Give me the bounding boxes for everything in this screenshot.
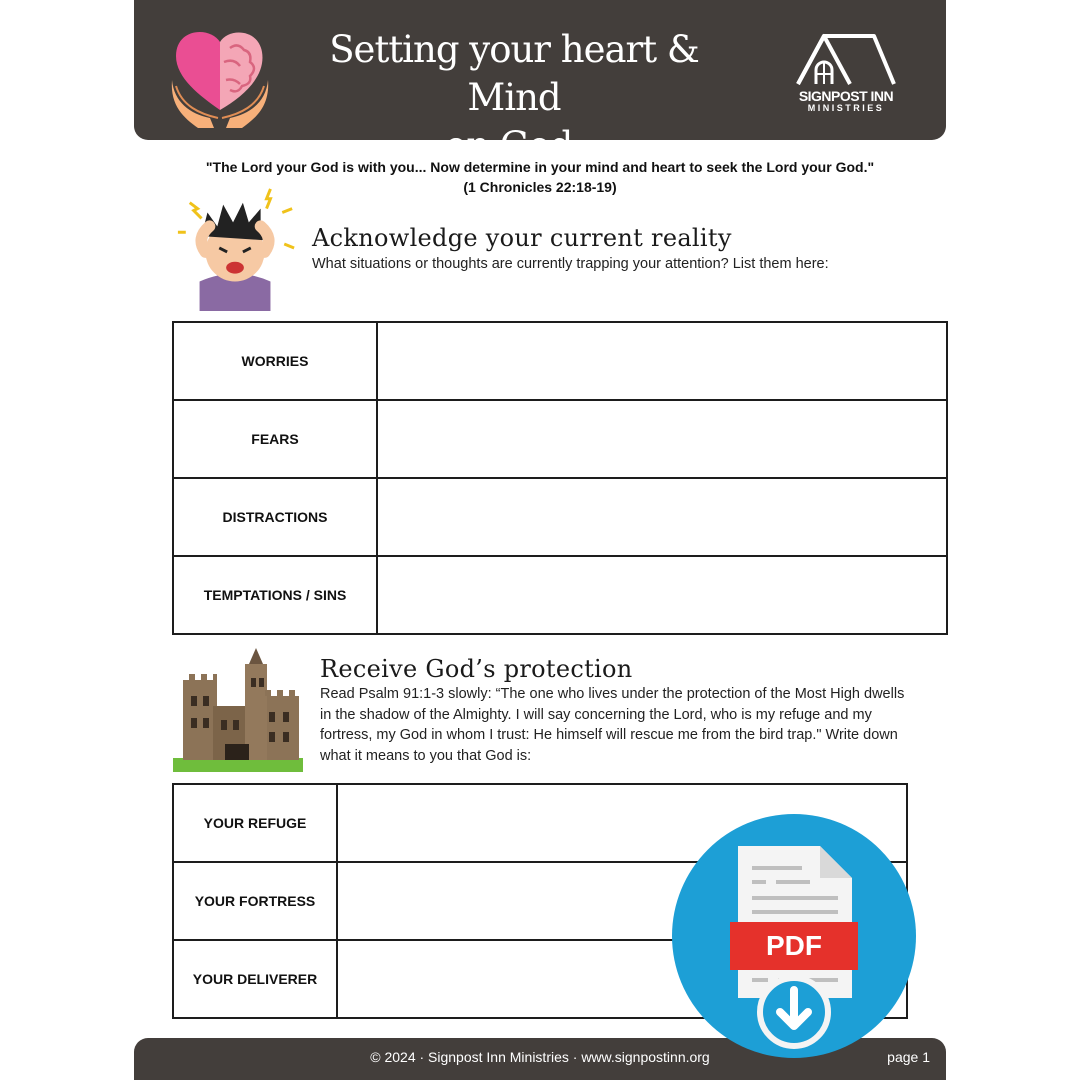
distractions-entry-field[interactable]: [377, 478, 947, 556]
pdf-label: PDF: [766, 930, 822, 961]
row-label-distractions: DISTRACTIONS: [173, 478, 377, 556]
logo-subtitle: MINISTRIES: [807, 103, 885, 113]
table-row: [173, 478, 947, 556]
row-label-worries: WORRIES: [173, 322, 377, 400]
row-label-deliverer: YOUR DELIVERER: [173, 940, 337, 1018]
signpost-inn-logo: [794, 30, 898, 120]
section-text-protection: Read Psalm 91:1-3 slowly: “The one who lives under the protection of the Most High dwells in the shadow of the Almighty. I will say concerning the Lord, who is my refuge and my fortress, my God in whom I trust: He himself will rescue me from the bird trap." Write down what it means to you that God is:: [320, 686, 905, 764]
logo-name: SIGNPOST INN: [798, 88, 894, 104]
page-number: page 1: [887, 1049, 930, 1065]
page-title: [314, 26, 714, 170]
stressed-person-icon: [172, 182, 300, 312]
footer-copyright: © 2024 · Signpost Inn Ministries · www.signpostinn.org: [370, 1049, 710, 1065]
fears-entry-field[interactable]: [377, 400, 947, 478]
heart-brain-hands-icon: [170, 22, 270, 128]
page-title-line1: Setting your heart & Mind: [329, 28, 699, 119]
castle-icon: [172, 648, 304, 772]
page-title-line2: on God.: [444, 124, 584, 167]
verse-reference: (1 Chronicles 22:18-19): [463, 179, 617, 195]
table-row: [173, 400, 947, 478]
section-title-protection: Receive God’s protection: [320, 655, 633, 683]
section-title-acknowledge: Acknowledge your current reality: [312, 224, 732, 252]
table-row: [173, 556, 947, 634]
pdf-download-badge[interactable]: [672, 814, 916, 1058]
section-prompt-acknowledge: What situations or thoughts are currently trapping your attention? List them here:: [312, 256, 829, 272]
row-label-refuge: YOUR REFUGE: [173, 784, 337, 862]
table-row: [173, 322, 947, 400]
reality-table: [172, 321, 948, 635]
inn-roof-icon: [794, 30, 898, 90]
worries-entry-field[interactable]: [377, 322, 947, 400]
row-label-fears: FEARS: [173, 400, 377, 478]
row-label-temptations: TEMPTATIONS / SINS: [173, 556, 377, 634]
temptations-entry-field[interactable]: [377, 556, 947, 634]
verse-quote: "The Lord your God is with you... Now determine in your mind and heart to seek the Lord your God.": [205, 159, 875, 175]
row-label-fortress: YOUR FORTRESS: [173, 862, 337, 940]
